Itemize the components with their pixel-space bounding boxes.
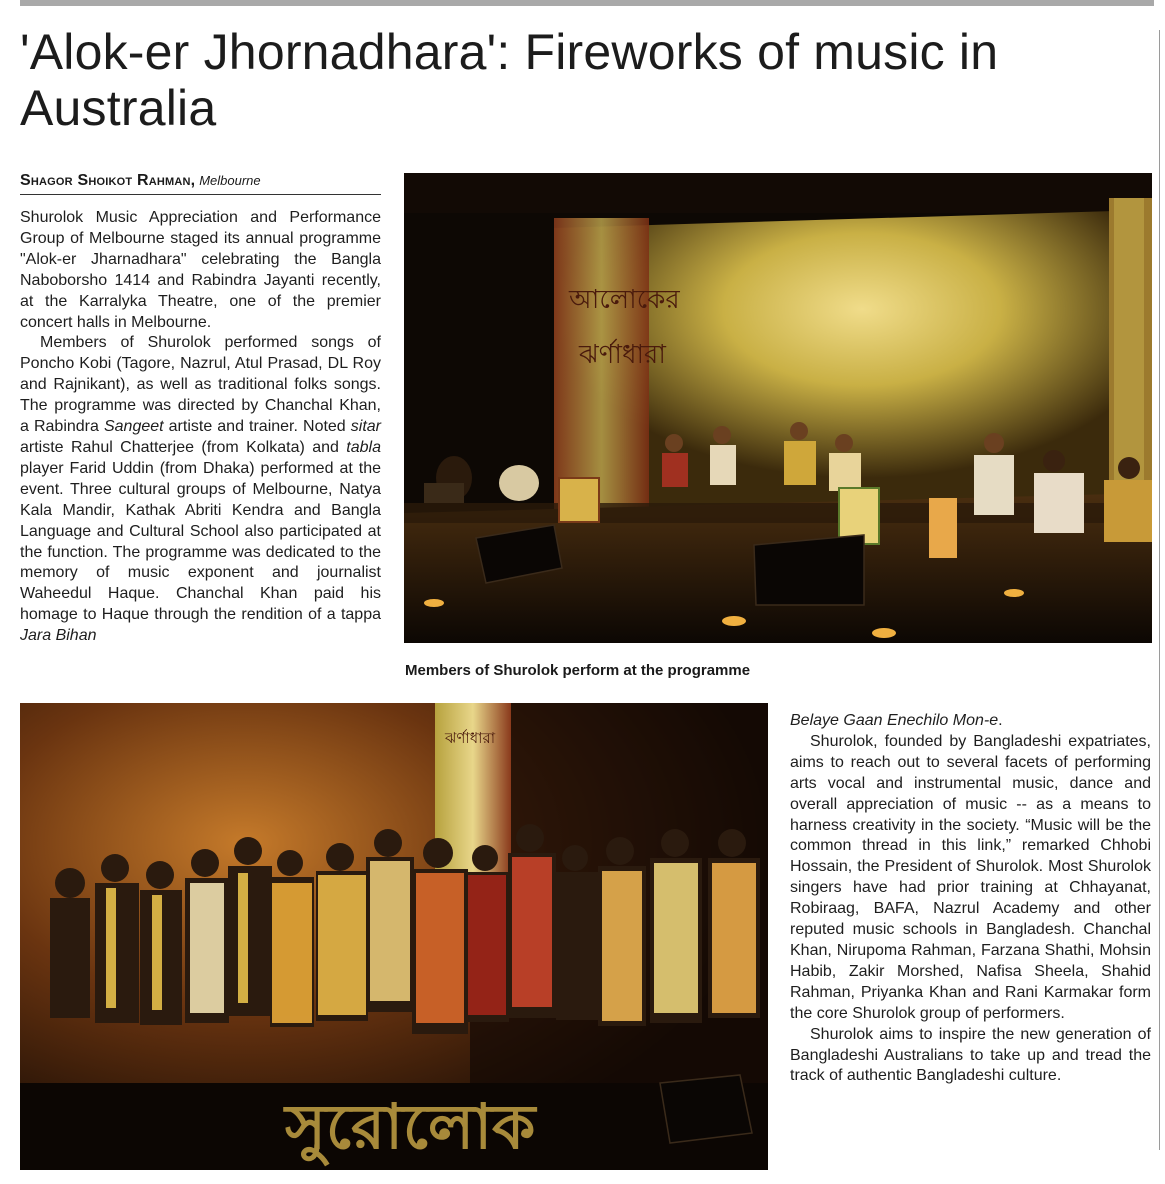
paragraph-4: Shurolok, founded by Bangladeshi expatriates, aims to reach out to several facets of performing arts vocal and instrumental music, dance and overall appreciation of music -- as a means to harness creativity in the society. “Music will be the common thread in this link,” remarked Chhobi Hossain, the President of Shurolok. Most Shurolok singers have had prior training at Chhayanat, Robiraag, BAFA, Nazrul Academy and other reputed music schools in Bangladesh. Chanchal Khan, Nirupoma Rahman, Farzana Shathi, Mohsin Habib, Zakir Morshed, Nafisa Sheela, Shahid Rahman, Priyanka Khan and Rani Karmakar form the core Shurolok group of performers. [790,732,1151,1022]
side-banner-text: ঝর্ণাধারা [445,729,496,747]
byline-location: Melbourne [199,173,261,188]
byline-author: Shagor Shoikot Rahman, [20,172,196,189]
group-photo-illustration [20,703,768,1170]
italic-song-title-cont: Belaye Gaan Enechilo Mon-e [790,712,999,729]
text-run: Members of Shurolok performed songs of Poncho Kobi (Tagore, Nazrul, Atul Prasad, DL Roy and Rajnikant), as well as traditional folks songs. The programme was directed by Chanchal Khan, a Rabindra [20,334,381,436]
paragraph-3 [790,711,1151,732]
stage-photo-illustration [404,173,1152,643]
paragraph-1: Shurolok Music Appreciation and Performance Group of Melbourne staged its annual programme "Alok-er Jharnadhara" celebrating the Bangla Naboborsho 1414 and Rabindra Jayanti recently, at the Karralyka Theatre, one of the premier concert halls in Melbourne. [20,209,381,331]
stage-floor-banner-text: সুরোলোক [285,1090,536,1163]
right-column [790,711,1151,1087]
text-run: . [998,712,1003,729]
italic-sangeet: Sangeet [103,418,164,436]
stage-banner-text-2: ঝর্ণাধারা [579,340,666,370]
photo-group-performers [20,703,768,1170]
photo-stage-performance [404,173,1152,643]
stage-banner-text-1: আলোকের [569,285,680,315]
byline [20,171,381,195]
column-rule [1159,30,1160,1150]
paragraph-2 [20,333,381,647]
italic-song-title: Jara Bihan [20,627,97,645]
text-run: player Farid Uddin (from Dhaka) performed at the event. Three cultural groups of Melbourne, Natya Kala Mandir, Kathak Abriti Kendra and Bangla Language and Cultural School also participated at the function. The programme was dedicated to the memory of music exponent and journalist Waheedul Haque. Chanchal Khan paid his homage to Haque through the rendition of a tappa [20,459,381,624]
paragraph-5: Shurolok aims to inspire the new generation of Bangladeshi Australians to take up and tread the track of authentic Bangladeshi culture. [790,1025,1151,1085]
left-column [20,208,381,647]
italic-tabla: tabla [346,438,381,456]
text-run: artiste and trainer. Noted [163,418,351,436]
text-run: artiste Rahul Chatterjee (from Kolkata) and [20,438,347,456]
italic-sitar: sitar [350,418,382,436]
photo-caption: Members of Shurolok perform at the programme [405,662,751,679]
top-rule [20,0,1154,6]
headline: 'Alok-er Jhornadhara': Fireworks of music in Australia [20,24,999,136]
